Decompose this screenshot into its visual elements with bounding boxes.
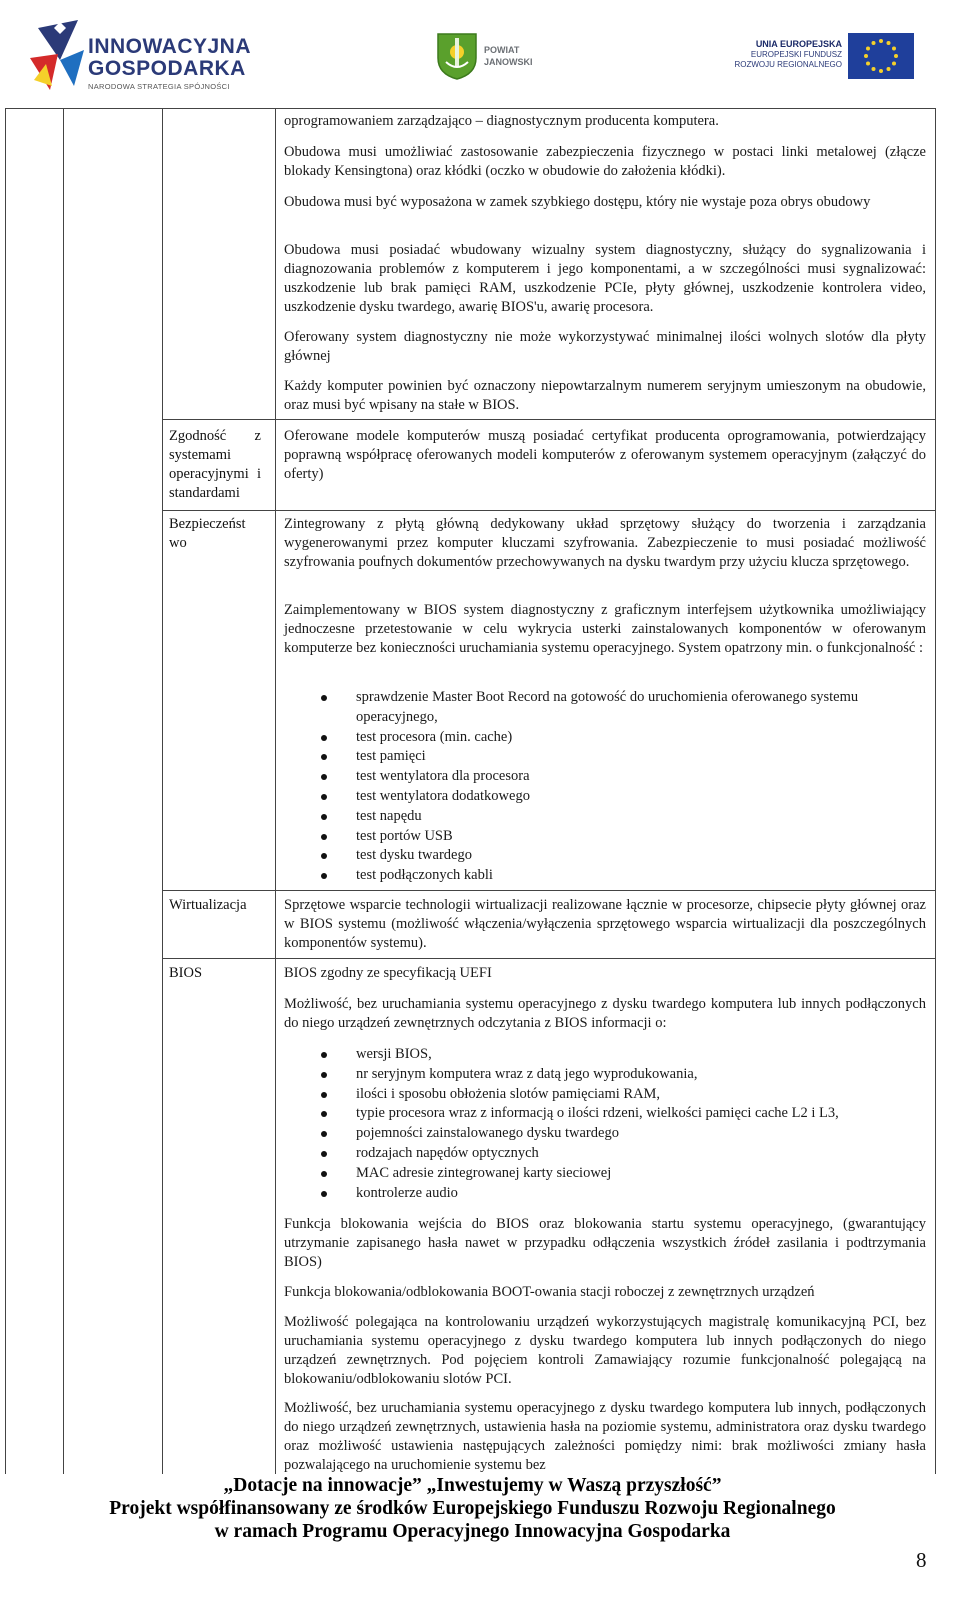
list-item-text: rodzajach napędów optycznych xyxy=(356,1144,539,1161)
list-item xyxy=(284,767,926,787)
list-item xyxy=(284,787,926,807)
eu-flag-icon xyxy=(848,33,914,79)
bullet-icon xyxy=(321,1191,327,1197)
page-number: 8 xyxy=(916,1548,927,1572)
list-item xyxy=(284,1085,926,1105)
bullet-icon xyxy=(321,754,327,760)
powiat-line-2: JANOWSKI xyxy=(484,57,533,67)
bios-info-list xyxy=(284,1045,926,1203)
eu-text xyxy=(722,39,842,70)
list-item xyxy=(284,846,926,866)
powiat-line-1: POWIAT xyxy=(484,45,520,55)
table-right-border xyxy=(935,108,936,1474)
paragraph-diagnostics: Obudowa musi posiadać wbudowany wizualny system diagnostyczny, służący do sygnalizowania i diagnozowania problemów z komputerem i jego komponentami, a w szczególności musi sygnalizować: uszkodzenie lub brak pamięci RAM, uszkodzenie PCIe, płyty głównej, uszkodzenie kontrolera video, uszkodzenie dysku twardego, awarię BIOS'u, awarię procesora. xyxy=(284,242,926,315)
list-item-text: sprawdzenie Master Boot Record na gotowość do uruchomienia oferowanego systemu operacyjnego, xyxy=(356,689,859,725)
paragraph-bios-lock: Funkcja blokowania wejścia do BIOS oraz blokowania startu systemu operacyjnego, (gwarantujący utrzymanie zapisanego hasła nawet w przypadku odłączenia wszystkich źródeł zasilania i podtrzymania BIOS) xyxy=(284,1216,926,1270)
list-item-text: wersji BIOS, xyxy=(356,1046,432,1062)
bullet-icon xyxy=(321,873,327,879)
paragraph-software: oprogramowaniem zarządzająco – diagnostycznym producenta komputera. xyxy=(284,113,719,129)
label-zgodnosc: Zgodność z systemami operacyjnymi i standardami xyxy=(169,428,261,501)
list-item-text: ilości i sposobu obłożenia slotów pamięciami RAM, xyxy=(356,1085,661,1102)
bullet-icon xyxy=(321,1171,327,1177)
list-item xyxy=(284,827,926,847)
list-item-text: nr seryjnym komputera wraz z datą jego wyprodukowania, xyxy=(356,1065,698,1082)
logo-line-1: INNOWACYJNA xyxy=(88,35,252,58)
bullet-icon xyxy=(321,1151,327,1157)
list-item xyxy=(284,1144,926,1164)
bullet-icon xyxy=(321,814,327,820)
row-divider-1 xyxy=(162,419,936,420)
column-divider-1 xyxy=(63,108,64,1474)
list-item-text: test dysku twardego xyxy=(356,847,472,864)
paragraph-uefi: BIOS zgodny ze specyfikacją UEFI xyxy=(284,965,492,981)
page-header xyxy=(0,0,960,104)
label-wirtualizacja: Wirtualizacja xyxy=(169,897,247,913)
list-item xyxy=(284,807,926,827)
bullet-icon xyxy=(321,834,327,840)
list-item xyxy=(284,1065,926,1085)
logo-line-3: NARODOWA STRATEGIA SPÓJNOŚCI xyxy=(88,82,230,91)
list-item-text: test napędu xyxy=(356,807,422,824)
paragraph-boot-lock: Funkcja blokowania/odblokowania BOOT-owania stacji roboczej z zewnętrznych urządzeń xyxy=(284,1284,815,1300)
paragraph-kensington: Obudowa musi umożliwiać zastosowanie zabezpieczenia fizycznego w postaci linki metalowej (złącze blokady Kensingtona) oraz kłódki (oczko w obudowie do założenia kłódki). xyxy=(284,144,926,179)
innowacyjna-gospodarka-emblem xyxy=(30,20,86,92)
footer-slogan: „Dotacje na innowacje” „Inwestujemy w Waszą przyszłość” xyxy=(223,1475,722,1496)
list-item-text: test wentylatora dodatkowego xyxy=(356,787,530,804)
bullet-icon xyxy=(321,1072,327,1078)
logo-line-2: GOSPODARKA xyxy=(88,57,246,80)
footer-programme: w ramach Programu Operacyjnego Innowacyjna Gospodarka xyxy=(214,1521,731,1542)
bullet-icon xyxy=(321,695,327,701)
bullet-icon xyxy=(321,774,327,780)
list-item xyxy=(284,747,926,767)
row-divider-4 xyxy=(162,958,936,959)
list-item-text: test wentylatora dla procesora xyxy=(356,768,530,785)
eu-line-3: ROZWOJU REGIONALNEGO xyxy=(734,60,842,69)
list-item xyxy=(284,866,926,886)
paragraph-virtualization: Sprzętowe wsparcie technologii wirtualizacji realizowane łącznie w procesorze, chipsecie płyty głównej oraz w BIOS systemu (możliwość włączenia/wyłączenia sprzętowego wsparcia wirtualizacji dla poszczególnych komponentów systemu). xyxy=(284,897,926,951)
paragraph-passwords: Możliwość, bez uruchamiania systemu operacyjnego z dysku twardego komputera lub innych, podłączonych do niego urządzeń zewnętrznych, ustawienia hasła na poziomie systemu, administratora oraz dysku twardego oraz możliwość ustawienia następujących zależności pomiędzy nimi: brak możliwości zmiany hasła pozwalającego na uruchomienie systemu bez xyxy=(284,1400,926,1473)
bullet-icon xyxy=(321,794,327,800)
bullet-icon xyxy=(321,1111,327,1117)
powiat-janowski-text xyxy=(484,44,533,68)
bullet-icon xyxy=(321,1092,327,1098)
innowacyjna-gospodarka-logo xyxy=(30,20,250,90)
list-item xyxy=(284,1164,926,1184)
eu-line-2: EUROPEJSKI FUNDUSZ xyxy=(750,50,842,59)
powiat-crest-icon xyxy=(436,32,478,80)
eu-line-1: UNIA EUROPEJSKA xyxy=(755,39,842,49)
label-bios: BIOS xyxy=(169,965,203,981)
powiat-janowski-logo xyxy=(436,32,556,84)
paragraph-pci-control: Możliwość polegająca na kontrolowaniu urządzeń wykorzystujących magistralę komunikacyjną PCI, bez uruchamiania systemu operacyjnego z dysku twardego komputera lub innych podłączonych do niego urządzeń zewnętrznych. Pod pojęciem kontroli Zamawiający rozumie funkcjonalność polegającą na blokowaniu/odblokowaniu slotów PCI. xyxy=(284,1314,926,1387)
page-footer xyxy=(0,1474,945,1543)
row-divider-3 xyxy=(162,890,936,891)
table-left-border xyxy=(5,108,6,1474)
paragraph-tpm: Zintegrowany z płytą główną dedykowany układ sprzętowy służący do tworzenia i zarządzania wygenerowanymi przez komputer kluczami szyfrowania. Zabezpieczenie to musi posiadać możliwość szyfrowania poufnych dokumentów przechowywanych na dysku twardym przy użyciu klucza sprzętowego. xyxy=(284,516,926,570)
list-item-text: test procesora (min. cache) xyxy=(356,728,513,745)
list-item-text: test podłączonych kabli xyxy=(356,867,493,884)
list-item-text: pojemności zainstalowanego dysku twardego xyxy=(356,1125,619,1142)
list-item xyxy=(284,1184,926,1204)
list-item xyxy=(284,1104,926,1124)
row-divider-2 xyxy=(162,510,936,511)
bullet-icon xyxy=(321,1052,327,1058)
paragraph-serial: Każdy komputer powinien być oznaczony niepowtarzalnym numerem seryjnym umieszonym na obudowie, oraz musi być wpisany na stałe w BIOS. xyxy=(284,378,926,413)
table-top-border xyxy=(5,108,936,109)
paragraph-lock: Obudowa musi być wyposażona w zamek szybkiego dostępu, który nie wystaje poza obrys obudowy xyxy=(284,194,871,210)
list-item-text: typie procesora wraz z informacją o ilości rdzeni, wielkości pamięci cache L2 i L3, xyxy=(356,1105,839,1122)
list-item xyxy=(284,688,926,728)
list-item xyxy=(284,728,926,748)
list-item-text: MAC adresie zintegrowanej karty sieciowej xyxy=(356,1164,612,1181)
bullet-icon xyxy=(321,1131,327,1137)
list-item xyxy=(284,1124,926,1144)
label-bezpieczenstwo: Bezpieczeńst wo xyxy=(169,516,246,551)
column-divider-3 xyxy=(275,108,276,1474)
paragraph-bios-diagnostics: Zaimplementowany w BIOS system diagnostyczny z graficznym interfejsem użytkownika umożliwiający jednoczesne przetestowanie w celu wykrycia usterki zainstalowanych komponentów w oferowanym komputerze bez konieczności uruchamiania systemu operacyjnego. System opatrzony min. o funkcjonalność : xyxy=(284,602,926,656)
paragraph-bios-info: Możliwość, bez uruchamiania systemu operacyjnego z dysku twardego komputera lub innych podłączonych do niego urządzeń zewnętrznych odczytania z BIOS informacji o: xyxy=(284,996,926,1031)
diagnostics-list xyxy=(284,688,926,886)
column-divider-2 xyxy=(162,108,163,1474)
list-item xyxy=(284,1045,926,1065)
paragraph-slots: Oferowany system diagnostyczny nie może wykorzystywać minimalnej ilości wolnych slotów dla płyty głównej xyxy=(284,329,926,364)
bullet-icon xyxy=(321,853,327,859)
list-item-text: test portów USB xyxy=(356,827,453,844)
eu-logo xyxy=(722,33,922,83)
footer-cofinancing: Projekt współfinansowany ze środków Europejskiego Funduszu Rozwoju Regionalnego xyxy=(109,1498,836,1519)
list-item-text: kontrolerze audio xyxy=(356,1184,458,1201)
bullet-icon xyxy=(321,735,327,741)
list-item-text: test pamięci xyxy=(356,748,426,765)
paragraph-certificate: Oferowane modele komputerów muszą posiadać certyfikat producenta oprogramowania, potwierdzający poprawną współpracę oferowanych modeli komputerów z oferowanym systemem operacyjnym (załączyć do oferty) xyxy=(284,428,926,482)
